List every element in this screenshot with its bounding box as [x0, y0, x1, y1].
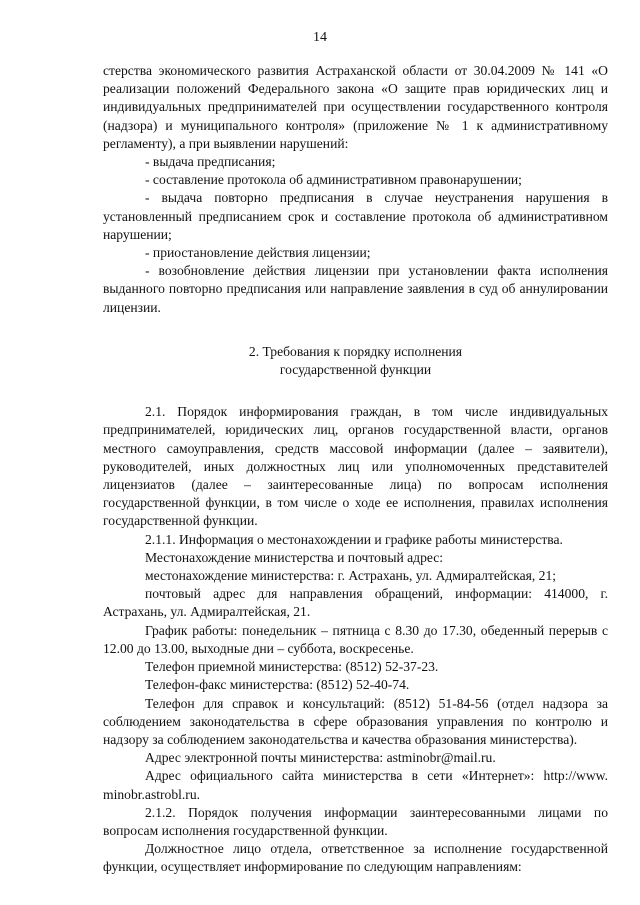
paragraph-fax: Телефон-факс министерства: (8512) 52-40-74.: [145, 677, 410, 693]
list-item-order: - выдача предписания;: [145, 154, 276, 170]
paragraph-reception-phone: Телефон приемной министерства: (8512) 52-37-23.: [145, 659, 439, 675]
page-number: 14: [313, 30, 327, 45]
paragraph-continuation: стерства экономического развития Астраханской области от 30.04.2009 № 141 «О реализации положений Федерального закона «О защите прав юридических лиц и индивидуальных предпринимателей при осуществлении государственного контроля (надзора) и муниципального контроля» (приложение № 1 к административному регламенту), а при выявлении нарушений:: [103, 63, 608, 151]
paragraph-postal-address: почтовый адрес для направления обращений, информации: 414000, г. Астрахань, ул. Адмиралтейская, 21.: [103, 586, 608, 620]
paragraph-official-info: Должностное лицо отдела, ответственное за исполнение государственной функции, осуществляет информирование по следующим направлениям:: [103, 841, 608, 875]
list-item-repeat-order: - выдача повторно предписания в случае неустранения нарушения в установленный предписанием срок и составление протокола об административном нарушении;: [103, 190, 608, 242]
paragraph-2-1: 2.1. Порядок информирования граждан, в том числе индивидуальных предпринимателей, юридических лиц, органов государственной власти, органов местного самоуправления, средств массовой информации (далее – заявители), руководителей, иных должностных лиц или уполномоченных представителей лицензиатов (далее – заинтересованные лица) по вопросам исполнения государственной функции, в том числе о ходе ее исполнения, правилах исполнения государственной функции.: [103, 404, 608, 529]
list-item-license-resumption: - возобновление действия лицензии при установлении факта исполнения выданного повторно предписания или направление заявления в суд об аннулировании лицензии.: [103, 263, 608, 315]
list-item-license-suspension: - приостановление действия лицензии;: [145, 245, 371, 261]
list-item-protocol: - составление протокола об административном правонарушении;: [145, 172, 522, 188]
paragraph-location: местонахождение министерства: г. Астрахань, ул. Адмиралтейская, 21;: [145, 568, 557, 584]
paragraph-2-1-1: 2.1.1. Информация о местонахождении и графике работы министерства.: [145, 531, 563, 547]
paragraph-2-1-2: 2.1.2. Порядок получения информации заинтересованными лицами по вопросам исполнения государственной функции.: [103, 804, 608, 838]
section-heading: [103, 343, 608, 379]
paragraph-website: Адрес официального сайта министерства в сети «Интернет»: http://www. minobr.astrobl.ru.: [103, 768, 608, 802]
paragraph-consult-phone: Телефон для справок и консультаций: (8512) 51-84-56 (отдел надзора за соблюдением законодательства в сфере образования управления по контролю и надзору за соблюдением законодательства и качества образования министерства).: [103, 695, 608, 747]
paragraph-schedule: График работы: понедельник – пятница с 8.30 до 17.30, обеденный перерыв с 12.00 до 13.00, выходные дни – суббота, воскресенье.: [103, 622, 608, 656]
section-heading-line1: 2. Требования к порядку исполнения: [248, 343, 463, 359]
section-heading-line2: государственной функции: [279, 362, 432, 378]
document-body: [103, 62, 608, 877]
paragraph-email: Адрес электронной почты министерства: astminobr@mail.ru.: [145, 750, 496, 766]
paragraph-address-intro: Местонахождение министерства и почтовый адрес:: [145, 549, 444, 565]
